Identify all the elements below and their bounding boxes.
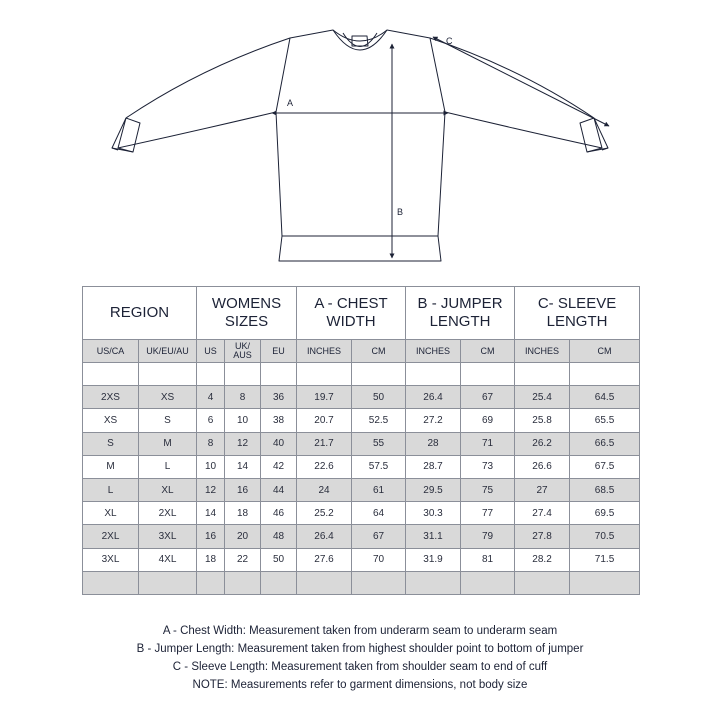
- table-row: [83, 525, 640, 548]
- note-sleeve-length: C - Sleeve Length: Measurement taken from shoulder seam to end of cuff: [172, 661, 548, 673]
- table-cell: XL: [139, 478, 197, 501]
- sub-header-row: [83, 340, 640, 363]
- table-cell: 36: [261, 386, 297, 409]
- table-cell: 50: [352, 386, 406, 409]
- note-jumper-length: B - Jumper Length: Measurement taken from highest shoulder point to bottom of jumper: [136, 643, 584, 655]
- table-cell: 25.4: [515, 386, 570, 409]
- table-cell: 4XL: [139, 548, 197, 571]
- table-cell: M: [83, 455, 139, 478]
- table-cell: 14: [197, 502, 225, 525]
- table-cell: L: [139, 455, 197, 478]
- sub-length-cm: CM: [461, 340, 515, 363]
- table-cell: 25.8: [515, 409, 570, 432]
- table-cell: 50: [261, 548, 297, 571]
- label-c: C: [446, 36, 453, 46]
- table-cell: 16: [225, 478, 261, 501]
- table-cell: [461, 363, 515, 386]
- header-sleeve-length: C- SLEEVE LENGTH: [515, 287, 640, 340]
- table-cell: 69.5: [570, 502, 640, 525]
- table-cell: 12: [197, 478, 225, 501]
- table-cell: 40: [261, 432, 297, 455]
- table-cell: [352, 363, 406, 386]
- table-cell: 4: [197, 386, 225, 409]
- table-row: [83, 571, 640, 594]
- table-cell: [261, 571, 297, 594]
- header-region: REGION: [83, 287, 197, 340]
- table-cell: [261, 363, 297, 386]
- table-cell: 31.9: [406, 548, 461, 571]
- table-cell: [570, 363, 640, 386]
- table-cell: 27: [515, 478, 570, 501]
- table-cell: 27.2: [406, 409, 461, 432]
- sub-sleeve-inches: INCHES: [515, 340, 570, 363]
- table-cell: [352, 571, 406, 594]
- table-cell: 75: [461, 478, 515, 501]
- sub-sleeve-cm: CM: [570, 340, 640, 363]
- sub-chest-inches: INCHES: [297, 340, 352, 363]
- table-cell: 27.6: [297, 548, 352, 571]
- size-chart-table: [82, 286, 640, 595]
- table-cell: XS: [83, 409, 139, 432]
- table-cell: 64: [352, 502, 406, 525]
- table-cell: 30.3: [406, 502, 461, 525]
- table-cell: 8: [197, 432, 225, 455]
- table-cell: 18: [197, 548, 225, 571]
- table-row: [83, 432, 640, 455]
- table-cell: [406, 571, 461, 594]
- table-cell: XL: [83, 502, 139, 525]
- table-cell: 18: [225, 502, 261, 525]
- header-chest-width: A - CHEST WIDTH: [297, 287, 406, 340]
- table-cell: 26.4: [406, 386, 461, 409]
- measurement-arrows: [272, 37, 609, 258]
- table-cell: 19.7: [297, 386, 352, 409]
- table-row: [83, 409, 640, 432]
- table-cell: [225, 571, 261, 594]
- table-cell: 20.7: [297, 409, 352, 432]
- table-cell: 25.2: [297, 502, 352, 525]
- sub-chest-cm: CM: [352, 340, 406, 363]
- table-cell: 22: [225, 548, 261, 571]
- table-cell: S: [139, 409, 197, 432]
- table-cell: [83, 571, 139, 594]
- table-cell: 67.5: [570, 455, 640, 478]
- label-b: B: [397, 207, 404, 217]
- sub-uk-eu-au: UK/EU/AU: [139, 340, 197, 363]
- table-cell: 2XL: [139, 502, 197, 525]
- table-cell: 24: [297, 478, 352, 501]
- table-cell: [297, 571, 352, 594]
- sub-us-ca: US/CA: [83, 340, 139, 363]
- header-womens-sizes: WOMENS SIZES: [197, 287, 297, 340]
- table-row: [83, 455, 640, 478]
- table-cell: 38: [261, 409, 297, 432]
- table-cell: 27.8: [515, 525, 570, 548]
- table-cell: 26.4: [297, 525, 352, 548]
- table-cell: 73: [461, 455, 515, 478]
- table-cell: 44: [261, 478, 297, 501]
- table-cell: 3XL: [139, 525, 197, 548]
- table-cell: M: [139, 432, 197, 455]
- table-cell: 8: [225, 386, 261, 409]
- table-cell: 67: [461, 386, 515, 409]
- table-cell: 2XS: [83, 386, 139, 409]
- table-cell: 65.5: [570, 409, 640, 432]
- table-cell: 70: [352, 548, 406, 571]
- table-cell: [83, 363, 139, 386]
- table-row: [83, 386, 640, 409]
- table-row: [83, 502, 640, 525]
- table-cell: 20: [225, 525, 261, 548]
- table-cell: 10: [197, 455, 225, 478]
- table-cell: 69: [461, 409, 515, 432]
- table-cell: [197, 571, 225, 594]
- table-row: [83, 478, 640, 501]
- table-cell: S: [83, 432, 139, 455]
- table-cell: 2XL: [83, 525, 139, 548]
- table-cell: 57.5: [352, 455, 406, 478]
- sweater-outline-icon: [112, 30, 608, 261]
- table-cell: 71: [461, 432, 515, 455]
- table-cell: 64.5: [570, 386, 640, 409]
- table-cell: 12: [225, 432, 261, 455]
- size-rows: [83, 363, 640, 595]
- sub-us: US: [197, 340, 225, 363]
- table-cell: 66.5: [570, 432, 640, 455]
- table-cell: 81: [461, 548, 515, 571]
- table-cell: 71.5: [570, 548, 640, 571]
- table-cell: 68.5: [570, 478, 640, 501]
- table-cell: 31.1: [406, 525, 461, 548]
- table-cell: [406, 363, 461, 386]
- group-header-row: [83, 287, 640, 340]
- table-cell: 55: [352, 432, 406, 455]
- table-cell: [570, 571, 640, 594]
- table-cell: 14: [225, 455, 261, 478]
- table-cell: 77: [461, 502, 515, 525]
- table-cell: 10: [225, 409, 261, 432]
- sub-eu: EU: [261, 340, 297, 363]
- table-cell: [297, 363, 352, 386]
- table-cell: 27.4: [515, 502, 570, 525]
- table-cell: 28.7: [406, 455, 461, 478]
- table-cell: L: [83, 478, 139, 501]
- note-garment-dimensions: NOTE: Measurements refer to garment dimensions, not body size: [192, 679, 528, 691]
- table-cell: 6: [197, 409, 225, 432]
- table-cell: 26.6: [515, 455, 570, 478]
- header-jumper-length: B - JUMPER LENGTH: [406, 287, 515, 340]
- table-cell: [139, 363, 197, 386]
- sub-uk-aus: UK/ AUS: [225, 340, 261, 363]
- table-cell: 42: [261, 455, 297, 478]
- table-cell: 61: [352, 478, 406, 501]
- table-cell: 16: [197, 525, 225, 548]
- label-a: A: [287, 98, 294, 108]
- table-cell: 48: [261, 525, 297, 548]
- sub-length-inches: INCHES: [406, 340, 461, 363]
- table-cell: [515, 363, 570, 386]
- table-cell: [197, 363, 225, 386]
- table-row: [83, 548, 640, 571]
- table-cell: 28: [406, 432, 461, 455]
- table-cell: 52.5: [352, 409, 406, 432]
- table-cell: [515, 571, 570, 594]
- table-cell: 22.6: [297, 455, 352, 478]
- table-cell: 26.2: [515, 432, 570, 455]
- table-cell: 70.5: [570, 525, 640, 548]
- table-cell: [461, 571, 515, 594]
- table-cell: 67: [352, 525, 406, 548]
- table-cell: 21.7: [297, 432, 352, 455]
- table-cell: 3XL: [83, 548, 139, 571]
- table-cell: 29.5: [406, 478, 461, 501]
- table-cell: XS: [139, 386, 197, 409]
- sweater-diagram: [0, 0, 720, 285]
- note-chest-width: A - Chest Width: Measurement taken from underarm seam to underarm seam: [162, 625, 558, 637]
- table-cell: [139, 571, 197, 594]
- table-cell: 46: [261, 502, 297, 525]
- table-cell: [225, 363, 261, 386]
- arrow-c: [433, 37, 609, 126]
- table-cell: 79: [461, 525, 515, 548]
- table-row: [83, 363, 640, 386]
- measurement-notes: [0, 622, 720, 694]
- table-cell: 28.2: [515, 548, 570, 571]
